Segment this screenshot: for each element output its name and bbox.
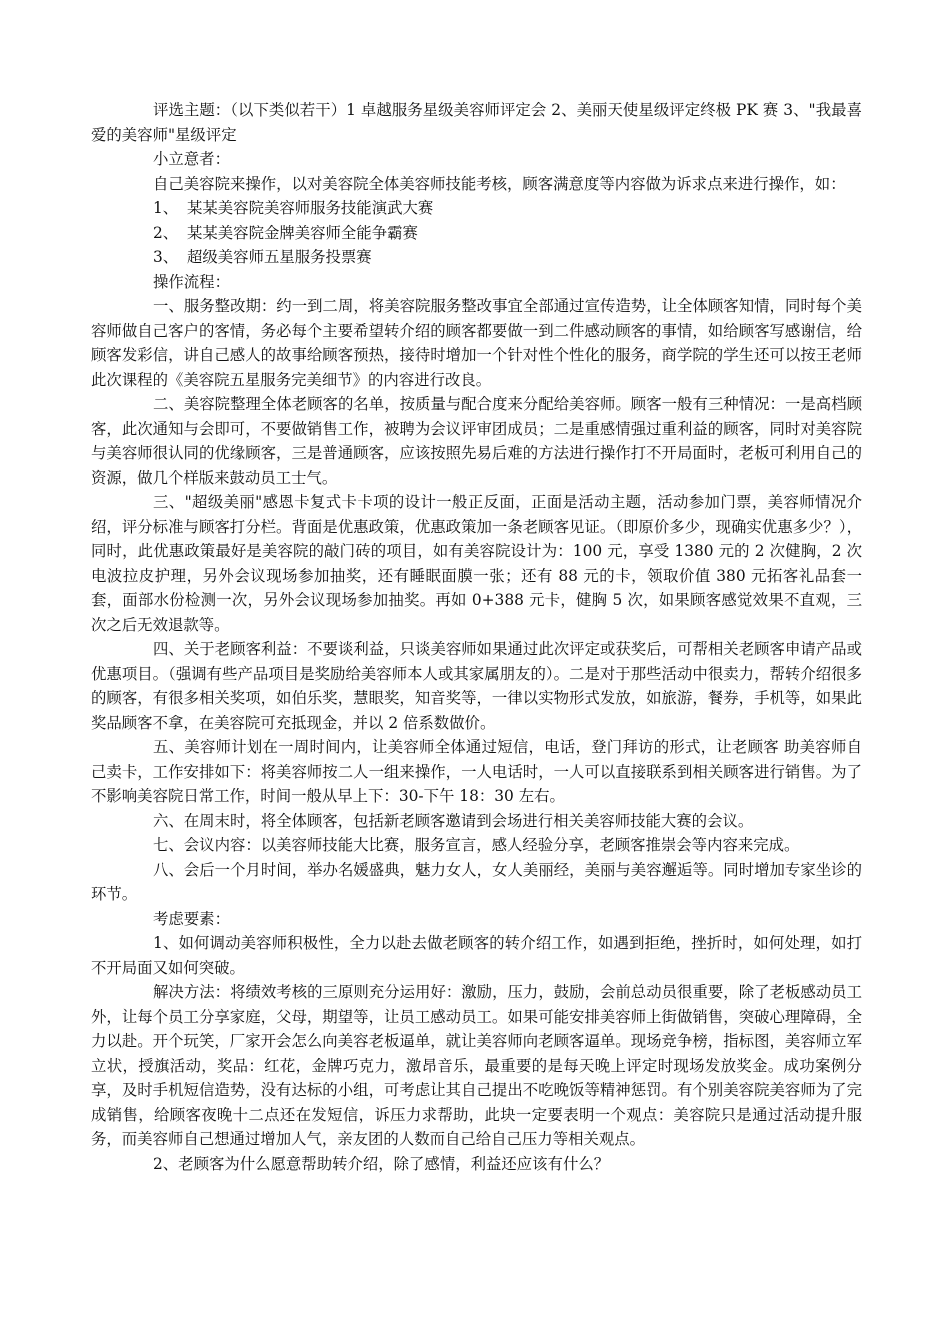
- step-3-paragraph: 三、"超级美丽"感恩卡复式卡卡项的设计一般正反面，正面是活动主题，活动参加门票，美容师情况介绍，评分标准与顾客打分栏。背面是优惠政策，优惠政策加一条老顾客见证。（即原价多少，现确实优惠多少？），同时，此优惠政策最好是美容院的敲门砖的项目，如有美容院设计为：100 元，享受 1380 元的 2 次健胸，2 次电波拉皮护理，另外会议现场参加抽奖，还有睡眠面膜一张；还有 88 元的卡，领取价值 380 元拓客礼品套一套，面部水份检测一次，另外会议现场参加抽奖。再如 0+388 元卡，健胸 5 次，如果顾客感觉效果不直观，三次之后无效退款等。: [91, 493, 862, 634]
- concept-paragraph: 自己美容院来操作，以对美容院全体美容师技能考核，顾客满意度等内容做为诉求点来进行操作，如：: [153, 174, 846, 193]
- list-item-text: 某某美容院美容师服务技能演武大赛: [187, 199, 434, 217]
- list-item: [91, 196, 862, 221]
- list-item-number: 1、: [153, 199, 179, 217]
- list-item-text: 超级美容师五星服务投票赛: [187, 248, 372, 266]
- consideration-1-paragraph: 1、如何调动美容师积极性，全力以赴去做老顾客的转介绍工作，如遇到拒绝，挫折时，如何处理，如打不开局面又如何突破。: [91, 934, 862, 977]
- solution-paragraph: 解决方法：将绩效考核的三原则充分运用好：激励，压力，鼓励，会前总动员很重要，除了老板感动员工外，让每个员工分享家庭，父母，期望等，让员工感动员工。如果可能安排美容师上街做销售，突破心理障碍，全力以赴。开个玩笑，厂家开会怎么向美容老板逼单，就让美容师向老顾客逼单。现场竞争榜，指标图，美容师立军立状，授旗活动，奖品：红花，金牌巧克力，激昂音乐，最重要的是每天晚上评定时现场发放奖金。成功案例分享，及时手机短信造势，没有达标的小组，可考虑让其自己提出不吃晚饭等精神惩罚。有个别美容院美容师为了完成销售，给顾客夜晚十二点还在发短信，诉压力求帮助，此块一定要表明一个观点：美容院只是通过活动提升服务，而美容师自己想通过增加人气，亲友团的人数而自己给自己压力等相关观点。: [91, 983, 862, 1148]
- list-item-text: 某某美容院金牌美容师全能争霸赛: [187, 223, 418, 242]
- step-2-paragraph: 二、美容院整理全体老顾客的名单，按质量与配合度来分配给美容师。顾客一般有三种情况：一是高档顾客，此次通知与会即可，不要做销售工作，被聘为会议评审团成员；二是重感情强过重利益的顾客，同时对美容院与美容师很认同的优缘顾客，三是普通顾客，应该按照先易后难的方法进行操作打不开局面时，老板可利用自己的资源，做几个样版来鼓动员工士气。: [91, 395, 862, 487]
- list-item: [91, 221, 862, 246]
- process-heading: 操作流程：: [153, 272, 230, 291]
- step-6-paragraph: 六、在周末时，将全体顾客，包括新老顾客邀请到会场进行相关美容师技能大赛的会议。: [153, 811, 754, 830]
- considerations-heading: 考虑要素：: [153, 909, 230, 928]
- small-concept-heading: 小立意者：: [153, 150, 230, 168]
- list-item: [91, 245, 862, 270]
- step-4-paragraph: 四、关于老顾客利益：不要谈利益，只谈美容师如果通过此次评定或获奖后，可帮相关老顾客申请产品或优惠项目。（强调有些产品项目是奖励给美容师本人或其家属朋友的）。二是对于那些活动中很卖力，帮转介绍很多的顾客，有很多相关奖项，如伯乐奖，慧眼奖，知音奖等，一律以实物形式发放，如旅游，餐券，手机等，如果此奖品顾客不拿，在美容院可充抵现金，并以 2 倍系数做价。: [91, 640, 862, 732]
- consideration-2-paragraph: 2、老顾客为什么愿意帮助转介绍，除了感情，利益还应该有什么？: [153, 1154, 610, 1173]
- selection-theme-paragraph: 评选主题：（以下类似若干）1 卓越服务星级美容师评定会 2、美丽天使星级评定终极 PK 赛 3、"我最喜爱的美容师"星级评定: [91, 101, 862, 144]
- list-item-number: 3、: [153, 248, 179, 266]
- step-7-paragraph: 七、会议内容：以美容师技能大比赛，服务宣言，感人经验分享，老顾客推崇会等内容来完成。: [153, 836, 800, 854]
- step-1-paragraph: 一、服务整改期：约一到二周，将美容院服务整改事宜全部通过宣传造势，让全体顾客知情，同时每个美容师做自己客户的客情，务必每个主要希望转介绍的顾客都要做一到二件感动顾客的事情，如给顾客写感谢信，给顾客发彩信，讲自己感人的故事给顾客预热，接待时增加一个针对性个性化的服务，商学院的学生还可以按王老师此次课程的《美容院五星服务完美细节》的内容进行改良。: [91, 297, 862, 389]
- step-8-paragraph: 八、会后一个月时间，举办名媛盛典，魅力女人，女人美丽经，美丽与美容邂逅等。同时增加专家坐诊的环节。: [91, 860, 862, 903]
- step-5-paragraph: 五、美容师计划在一周时间内，让美容师全体通过短信，电话，登门拜访的形式，让老顾客 助美容师自己卖卡，工作安排如下：将美容师按二人一组来操作，一人电话时，一人可以直接联系到相关顾客进行销售。为了不影响美容院日常工作，时间一般从早上下：30-下午 18：30 左右。: [91, 738, 862, 805]
- list-item-number: 2、: [153, 223, 179, 242]
